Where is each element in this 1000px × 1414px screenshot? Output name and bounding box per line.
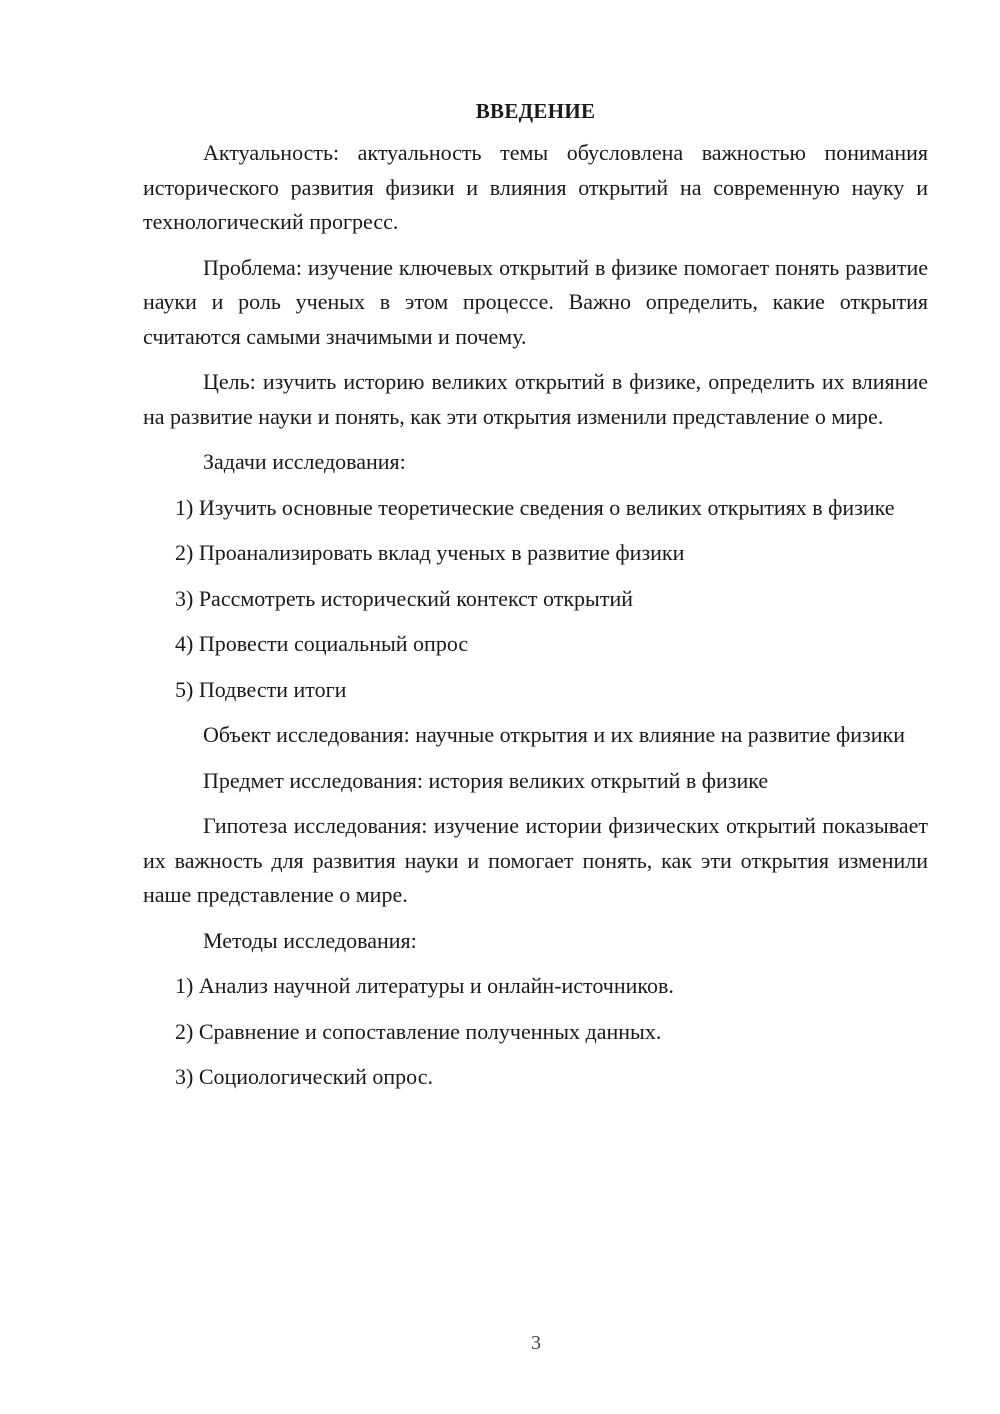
object-paragraph: Объект исследования: научные открытия и их влияние на развитие физики (203, 722, 905, 747)
method-item: 3) Социологический опрос. (175, 1064, 433, 1089)
section-title: ВВЕДЕНИЕ (475, 99, 596, 123)
method-item: 2) Сравнение и сопоставление полученных данных. (175, 1018, 662, 1044)
document-body (143, 94, 928, 1106)
method-item: 1) Анализ научной литературы и онлайн-источников. (175, 973, 674, 998)
hypothesis-paragraph: Гипотеза исследования: изучение истории физических открытий показывает их важность для развития науки и помогает понять, как эти открытия изменили наше представление о мире. (143, 813, 928, 907)
task-item: 2) Проанализировать вклад ученых в развитие физики (175, 540, 685, 565)
task-item: 3) Рассмотреть исторический контекст открытий (175, 585, 633, 611)
subject-paragraph: Предмет исследования: история великих открытий в физике (203, 767, 769, 793)
tasks-heading: Задачи исследования: (203, 449, 406, 474)
task-item: 5) Подвести итоги (175, 676, 347, 702)
relevance-paragraph: Актуальность: актуальность темы обусловлена важностью понимания исторического развития физики и влияния открытий на современную науку и технологический прогресс. (143, 140, 928, 234)
problem-paragraph: Проблема: изучение ключевых открытий в физике помогает понять развитие науки и роль ученых в этом процессе. Важно определить, какие открытия считаются самыми значимыми и почему. (143, 254, 928, 349)
methods-heading: Методы исследования: (203, 927, 417, 953)
goal-paragraph: Цель: изучить историю великих открытий в физике, определить их влияние на развитие науки и понять, как эти открытия изменили представление о мире. (143, 369, 928, 429)
task-item: 1) Изучить основные теоретические сведения о великих открытиях в физике (175, 494, 895, 520)
task-item: 4) Провести социальный опрос (175, 631, 469, 656)
page-number: 3 (531, 1332, 541, 1354)
